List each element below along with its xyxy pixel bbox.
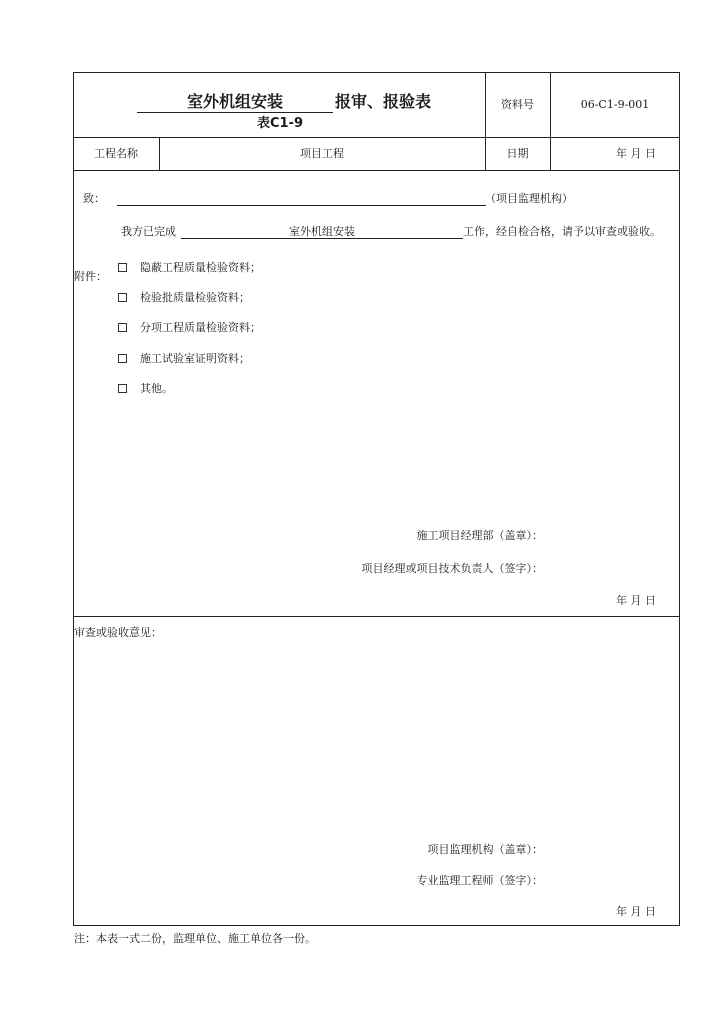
attachment-checkbox-2[interactable] xyxy=(118,293,127,302)
info-row-divider xyxy=(73,170,680,171)
manager-sign-label: 项目经理或项目技术负责人（签字）： xyxy=(361,562,543,575)
doc-no-value: 06-C1-9-001 xyxy=(580,98,650,111)
doc-no-label: 资料号 xyxy=(501,98,534,111)
review-date: 年 月 日 xyxy=(616,905,656,918)
to-underline xyxy=(117,205,486,206)
attachment-checkbox-5[interactable] xyxy=(118,384,127,393)
review-label: 审查或验收意见： xyxy=(74,626,162,639)
form-title-right: 报审、报验表 xyxy=(335,92,432,111)
contractor-stamp-label: 施工项目经理部（盖章）： xyxy=(416,529,543,542)
statement-suffix: 工作，经自检合格，请予以审查或验收。 xyxy=(463,225,661,238)
form-code: 表C1-9 xyxy=(256,116,304,131)
statement-prefix: 我方已完成 xyxy=(121,225,176,238)
header-divider xyxy=(73,137,680,138)
attachment-item-5: 其他。 xyxy=(140,382,173,395)
to-label: 致： xyxy=(83,192,105,205)
attachment-item-1: 隐蔽工程质量检验资料； xyxy=(140,261,261,274)
attachment-item-4: 施工试验室证明资料； xyxy=(140,352,250,365)
title-underline-left xyxy=(137,112,333,113)
date-value: 年 月 日 xyxy=(616,147,656,160)
section-divider xyxy=(73,616,680,617)
attachment-checkbox-1[interactable] xyxy=(118,263,127,272)
supervisor-stamp-label: 项目监理机构（盖章）： xyxy=(427,843,543,856)
statement-work: 室外机组安装 xyxy=(289,225,355,238)
attachments-label: 附件： xyxy=(74,270,107,283)
attachment-item-2: 检验批质量检验资料； xyxy=(140,291,250,304)
attachment-item-3: 分项工程质量检验资料； xyxy=(140,321,261,334)
date-label: 日期 xyxy=(506,147,529,160)
project-name-value: 项目工程 xyxy=(300,147,344,160)
footer-note: 注：本表一式二份，监理单位、施工单位各一份。 xyxy=(74,932,316,945)
project-name-label: 工程名称 xyxy=(94,147,138,160)
attachment-checkbox-3[interactable] xyxy=(118,323,127,332)
form-frame xyxy=(73,72,680,926)
form-title-left: 室外机组安装 xyxy=(186,92,283,111)
body-date: 年 月 日 xyxy=(616,594,656,607)
to-suffix: （项目监理机构） xyxy=(485,192,573,205)
attachment-checkbox-4[interactable] xyxy=(118,354,127,363)
engineer-sign-label: 专业监理工程师（签字）： xyxy=(416,874,543,887)
